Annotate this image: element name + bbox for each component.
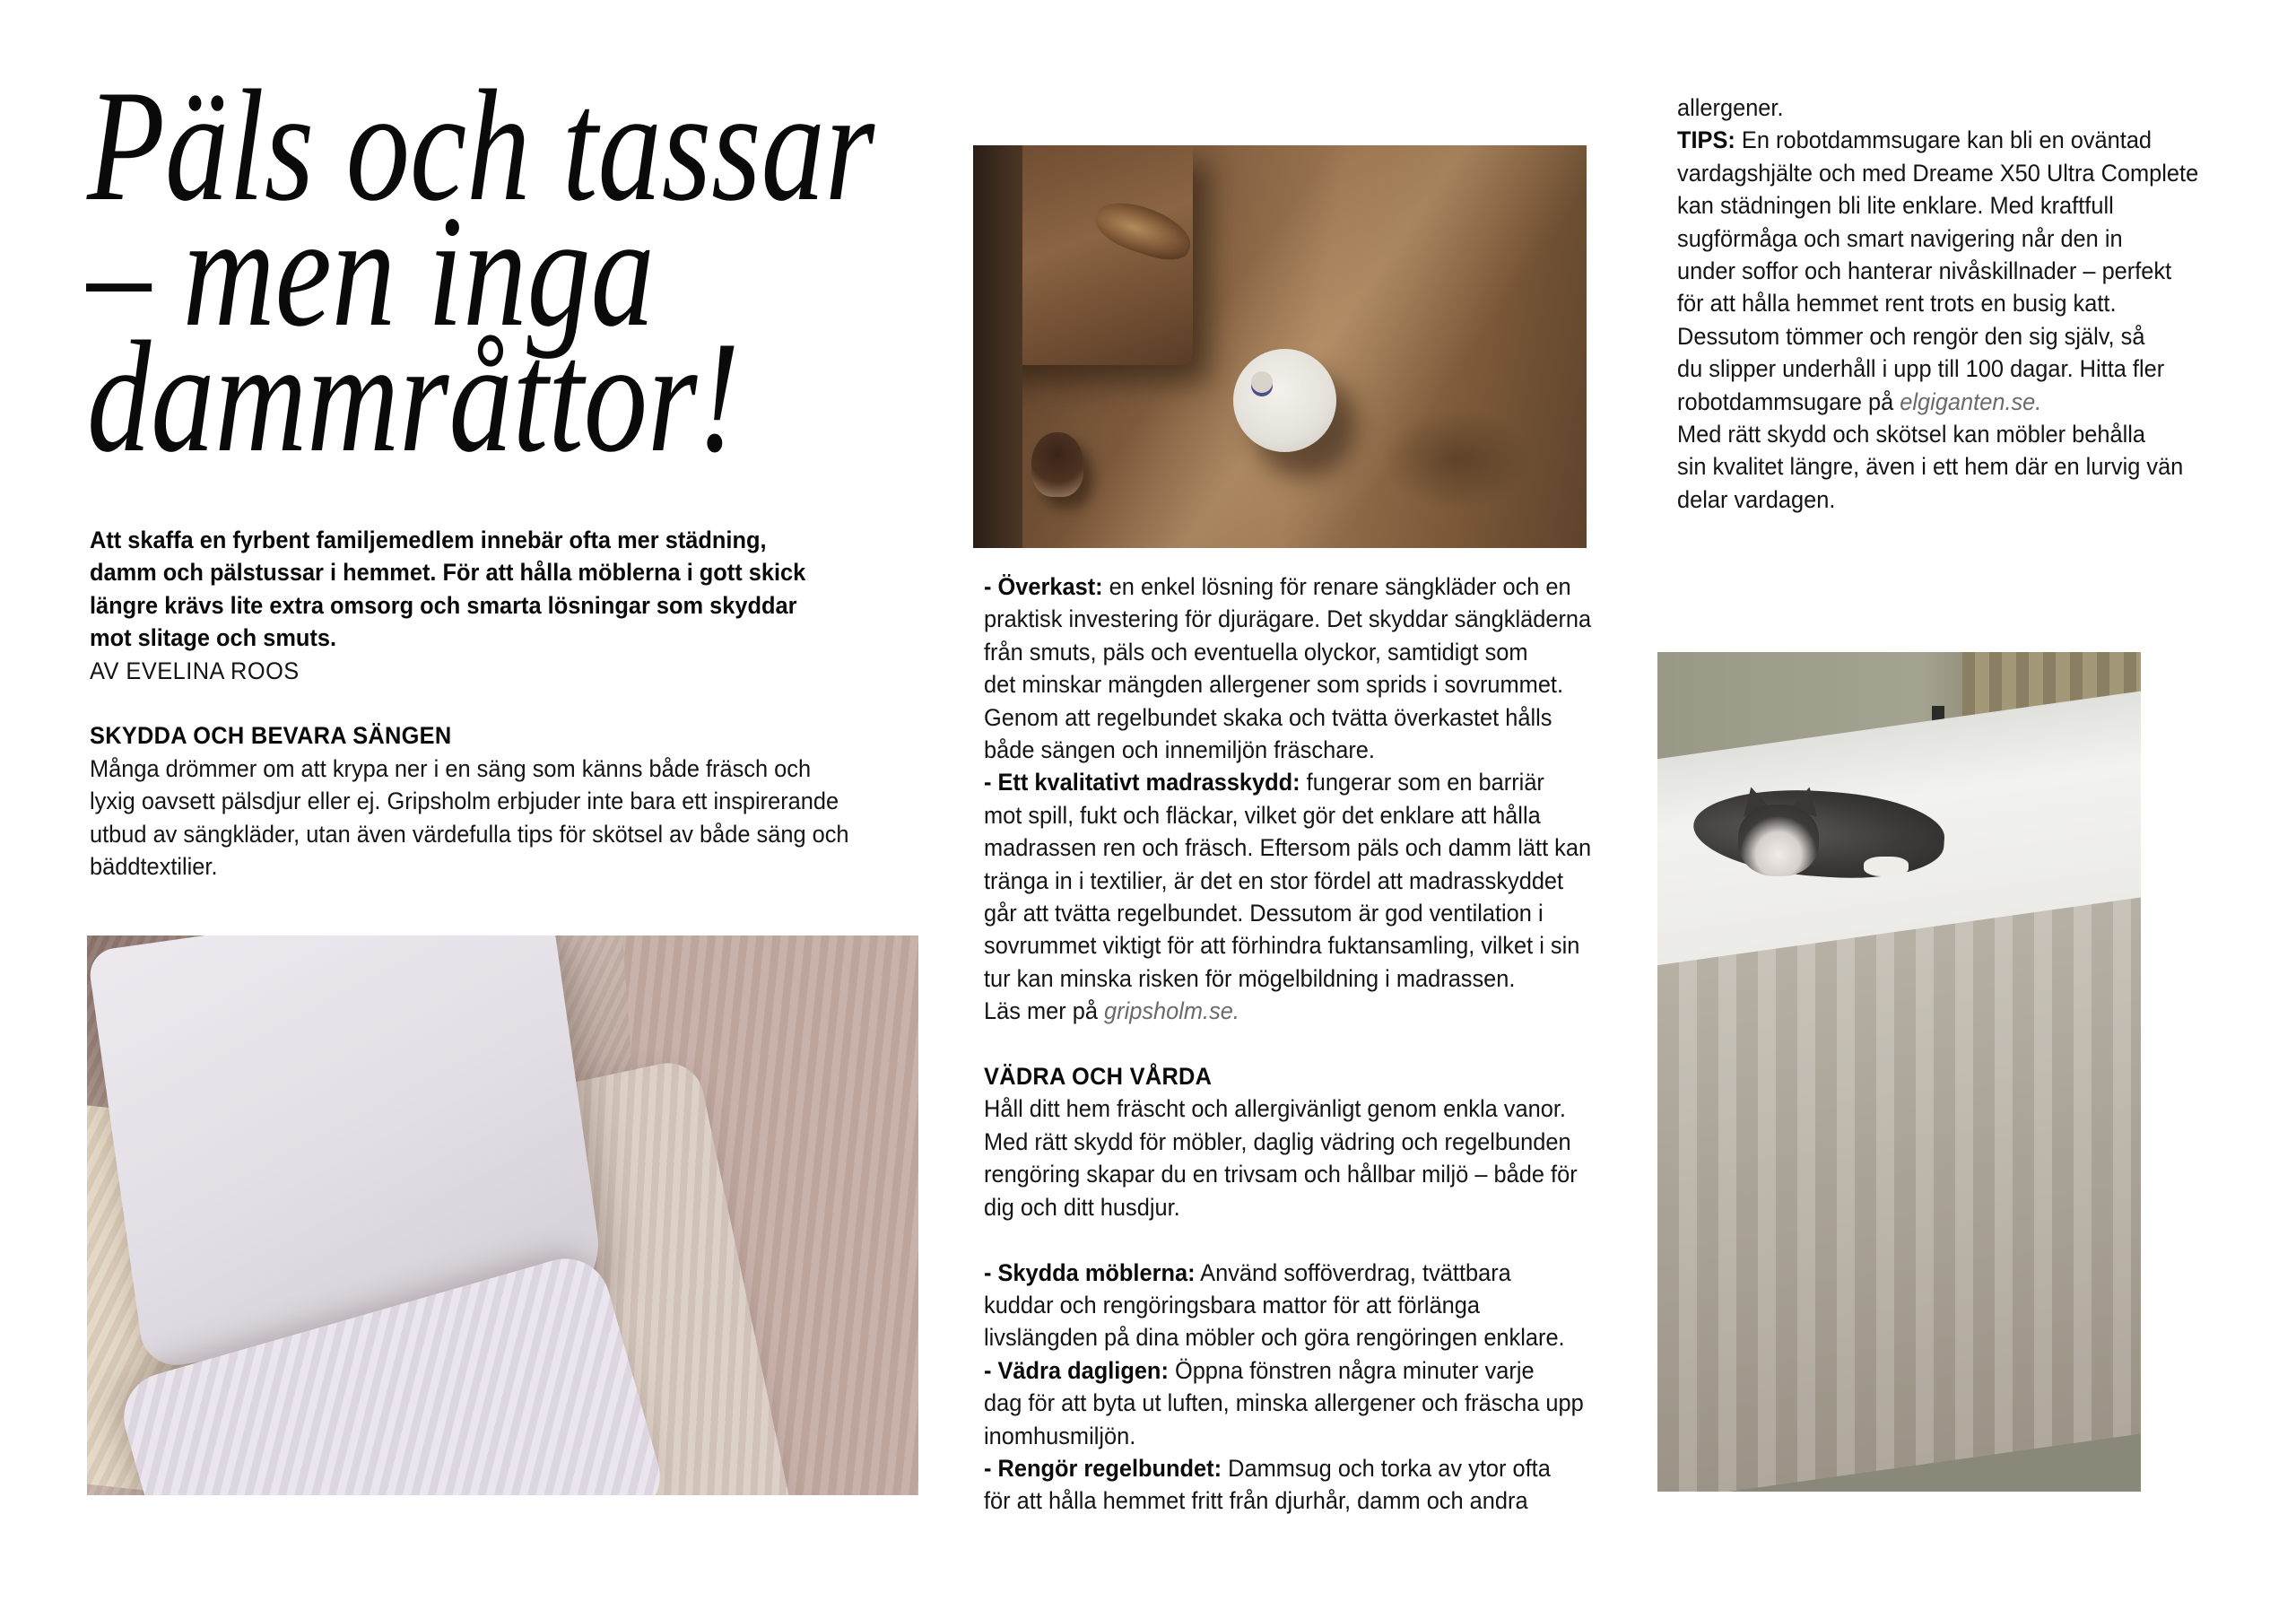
body-line: inomhusmiljön. — [984, 1422, 1136, 1449]
body-line: för att hålla hemmet fritt från djurhår, damm och andra — [984, 1487, 1528, 1515]
lead-line: damm och pälstussar i hemmet. För att hålla möblerna i gott skick — [90, 559, 806, 587]
tips-text: En robotdammsugare kan bli en oväntad — [1735, 126, 2152, 154]
sofa-shape — [973, 145, 1022, 548]
body-line: tur kan minska risken för mögelbildning i madrassen. — [984, 964, 1516, 992]
body-line: under soffor och hanterar nivåskillnader – perfekt — [1677, 257, 2172, 285]
lead-line: mot slitage och smuts. — [90, 624, 337, 652]
body-line: livslängden på dina möbler och göra rengöringen enklare. — [984, 1324, 1565, 1352]
body-line: mot spill, fukt och fläckar, vilket gör det enklare att hålla — [984, 801, 1541, 829]
read-more-prefix: Läs mer på — [984, 997, 1105, 1025]
body-line: sugförmåga och smart navigering når den in — [1677, 224, 2123, 252]
body-line: sovrummet viktigt för att förhindra fuktansamling, vilket i sin — [984, 932, 1580, 960]
cat-face-shape — [1738, 805, 1819, 876]
cat-paws-shape — [1864, 857, 1909, 876]
body-line: både sängen och innemiljön fräschare. — [984, 736, 1375, 764]
gripsholm-link[interactable]: gripsholm.se. — [1104, 997, 1239, 1025]
body-line: det minskar mängden allergener som sprids i sovrummet. — [984, 671, 1564, 699]
section-heading-air: VÄDRA OCH VÅRDA — [984, 1063, 1213, 1091]
bowl-shape — [1031, 432, 1083, 497]
tip-text: Öppna fönstren några minuter varje — [1168, 1356, 1535, 1384]
body-line: vardagshjälte och med Dreame X50 Ultra Complete — [1677, 159, 2199, 187]
body-line: rengöring skapar du en trivsam och hållbar miljö – både för — [984, 1161, 1578, 1188]
body-line: utbud av sängkläder, utan även värdefulla tips för skötsel av både säng och — [90, 820, 849, 848]
body-line: sin kvalitet längre, även i ett hem där en lurvig vän — [1677, 453, 2184, 481]
madrasskydd-first-line — [984, 766, 1641, 798]
intro-column — [90, 524, 933, 883]
bed-base-shape — [1657, 875, 2141, 1492]
overkast-label: - Överkast: — [984, 573, 1103, 600]
body-line: tränga in i textilier, är det en stor fördel att madrasskyddet — [984, 866, 1564, 894]
intro-lead — [90, 524, 933, 655]
body-line: praktisk investering för djurägare. Det skyddar sängkläderna — [984, 605, 1592, 633]
elgiganten-link[interactable]: elgiganten.se. — [1900, 387, 2042, 415]
body-line: Med rätt skydd och skötsel kan möbler behålla — [1677, 421, 2145, 448]
tip-label-furniture: - Skydda möblerna: — [984, 1258, 1196, 1286]
section-heading-bed: SKYDDA OCH BEVARA SÄNGEN — [90, 722, 452, 750]
robot-vacuum-shape — [1233, 349, 1336, 452]
overkast-text: en enkel lösning för renare sängkläder och en — [1102, 573, 1571, 600]
body-line: för att hålla hemmet rent trots en busig katt. — [1677, 290, 2117, 318]
madrasskydd-text: fungerar som en barriär — [1300, 769, 1544, 796]
body-line: kuddar och rengöringsbara mattor för att förlänga — [984, 1291, 1481, 1318]
tips-first-line — [1677, 124, 2233, 156]
body-line: Håll ditt hem fräscht och allergivänligt genom enkla vanor. — [984, 1095, 1566, 1123]
spacer — [90, 687, 933, 719]
tip-text: Använd sofföverdrag, tvättbara — [1195, 1258, 1511, 1286]
tip-label-airing: - Vädra dagligen: — [984, 1356, 1169, 1384]
tip-text: Dammsug och torka av ytor ofta — [1222, 1454, 1551, 1482]
body-line: från smuts, päls och eventuella olyckor, samtidigt som — [984, 638, 1528, 666]
lidar-turret-shape — [1251, 371, 1273, 393]
lead-line: Att skaffa en fyrbent familjemedlem innebär ofta mer städning, — [90, 527, 767, 553]
body-line: dig och ditt husdjur. — [984, 1193, 1180, 1221]
body-line: bäddtextilier. — [90, 853, 218, 881]
shop-prefix: robotdammsugare på — [1677, 387, 1900, 415]
title-line-3: dammråttor! — [87, 308, 740, 485]
cat-on-bed-photo — [1657, 652, 2141, 1492]
byline: AV EVELINA ROOS — [90, 657, 300, 684]
continued-line: allergener. — [1677, 94, 1784, 121]
body-line: lyxig oavsett pälsdjur eller ej. Gripsholm erbjuder inte bara ett inspirerande — [90, 788, 839, 815]
bedding-photo — [87, 936, 918, 1495]
tip-label-cleaning: - Rengör regelbundet: — [984, 1454, 1222, 1482]
title-line-1: Päls och tassar — [87, 57, 875, 234]
body-line: delar vardagen. — [1677, 485, 1836, 513]
spacer — [984, 1028, 1641, 1060]
body-line: Genom att regelbundet skaka och tvätta överkastet hålls — [984, 703, 1552, 731]
lead-line: längre krävs lite extra omsorg och smarta lösningar som skyddar — [90, 591, 797, 619]
body-line: Med rätt skydd för möbler, daglig vädring och regelbunden — [984, 1127, 1571, 1155]
tips-label: TIPS: — [1677, 126, 1735, 154]
column-3 — [1677, 91, 2233, 516]
overkast-first-line — [984, 570, 1641, 603]
tip-first-line — [984, 1354, 1641, 1387]
spacer — [984, 1223, 1641, 1256]
body-line: du slipper underhåll i upp till 100 dagar. Hitta fler — [1677, 355, 2165, 383]
body-line: dag för att byta ut luften, minska allergener och fräscha upp — [984, 1389, 1584, 1417]
madrasskydd-label: - Ett kvalitativt madrasskydd: — [984, 769, 1300, 796]
body-line: går att tvätta regelbundet. Dessutom är god ventilation i — [984, 900, 1544, 927]
body-line: Många drömmer om att krypa ner i en säng som känns både fräsch och — [90, 754, 812, 782]
body-line: kan städningen bli lite enklare. Med kraftfull — [1677, 192, 2114, 220]
body-line: Dessutom tömmer och rengör den sig själv, så — [1677, 322, 2145, 350]
column-2 — [984, 570, 1641, 1518]
tip-first-line — [984, 1452, 1641, 1484]
body-line: madrassen ren och fräsch. Eftersom päls och damm lätt kan — [984, 834, 1592, 862]
article-title — [87, 57, 1020, 485]
read-more-line — [984, 995, 1641, 1027]
title-line-2: – men inga — [87, 182, 655, 360]
tip-first-line — [984, 1257, 1641, 1289]
robot-vacuum-photo — [973, 145, 1587, 548]
shop-line — [1677, 386, 2233, 418]
